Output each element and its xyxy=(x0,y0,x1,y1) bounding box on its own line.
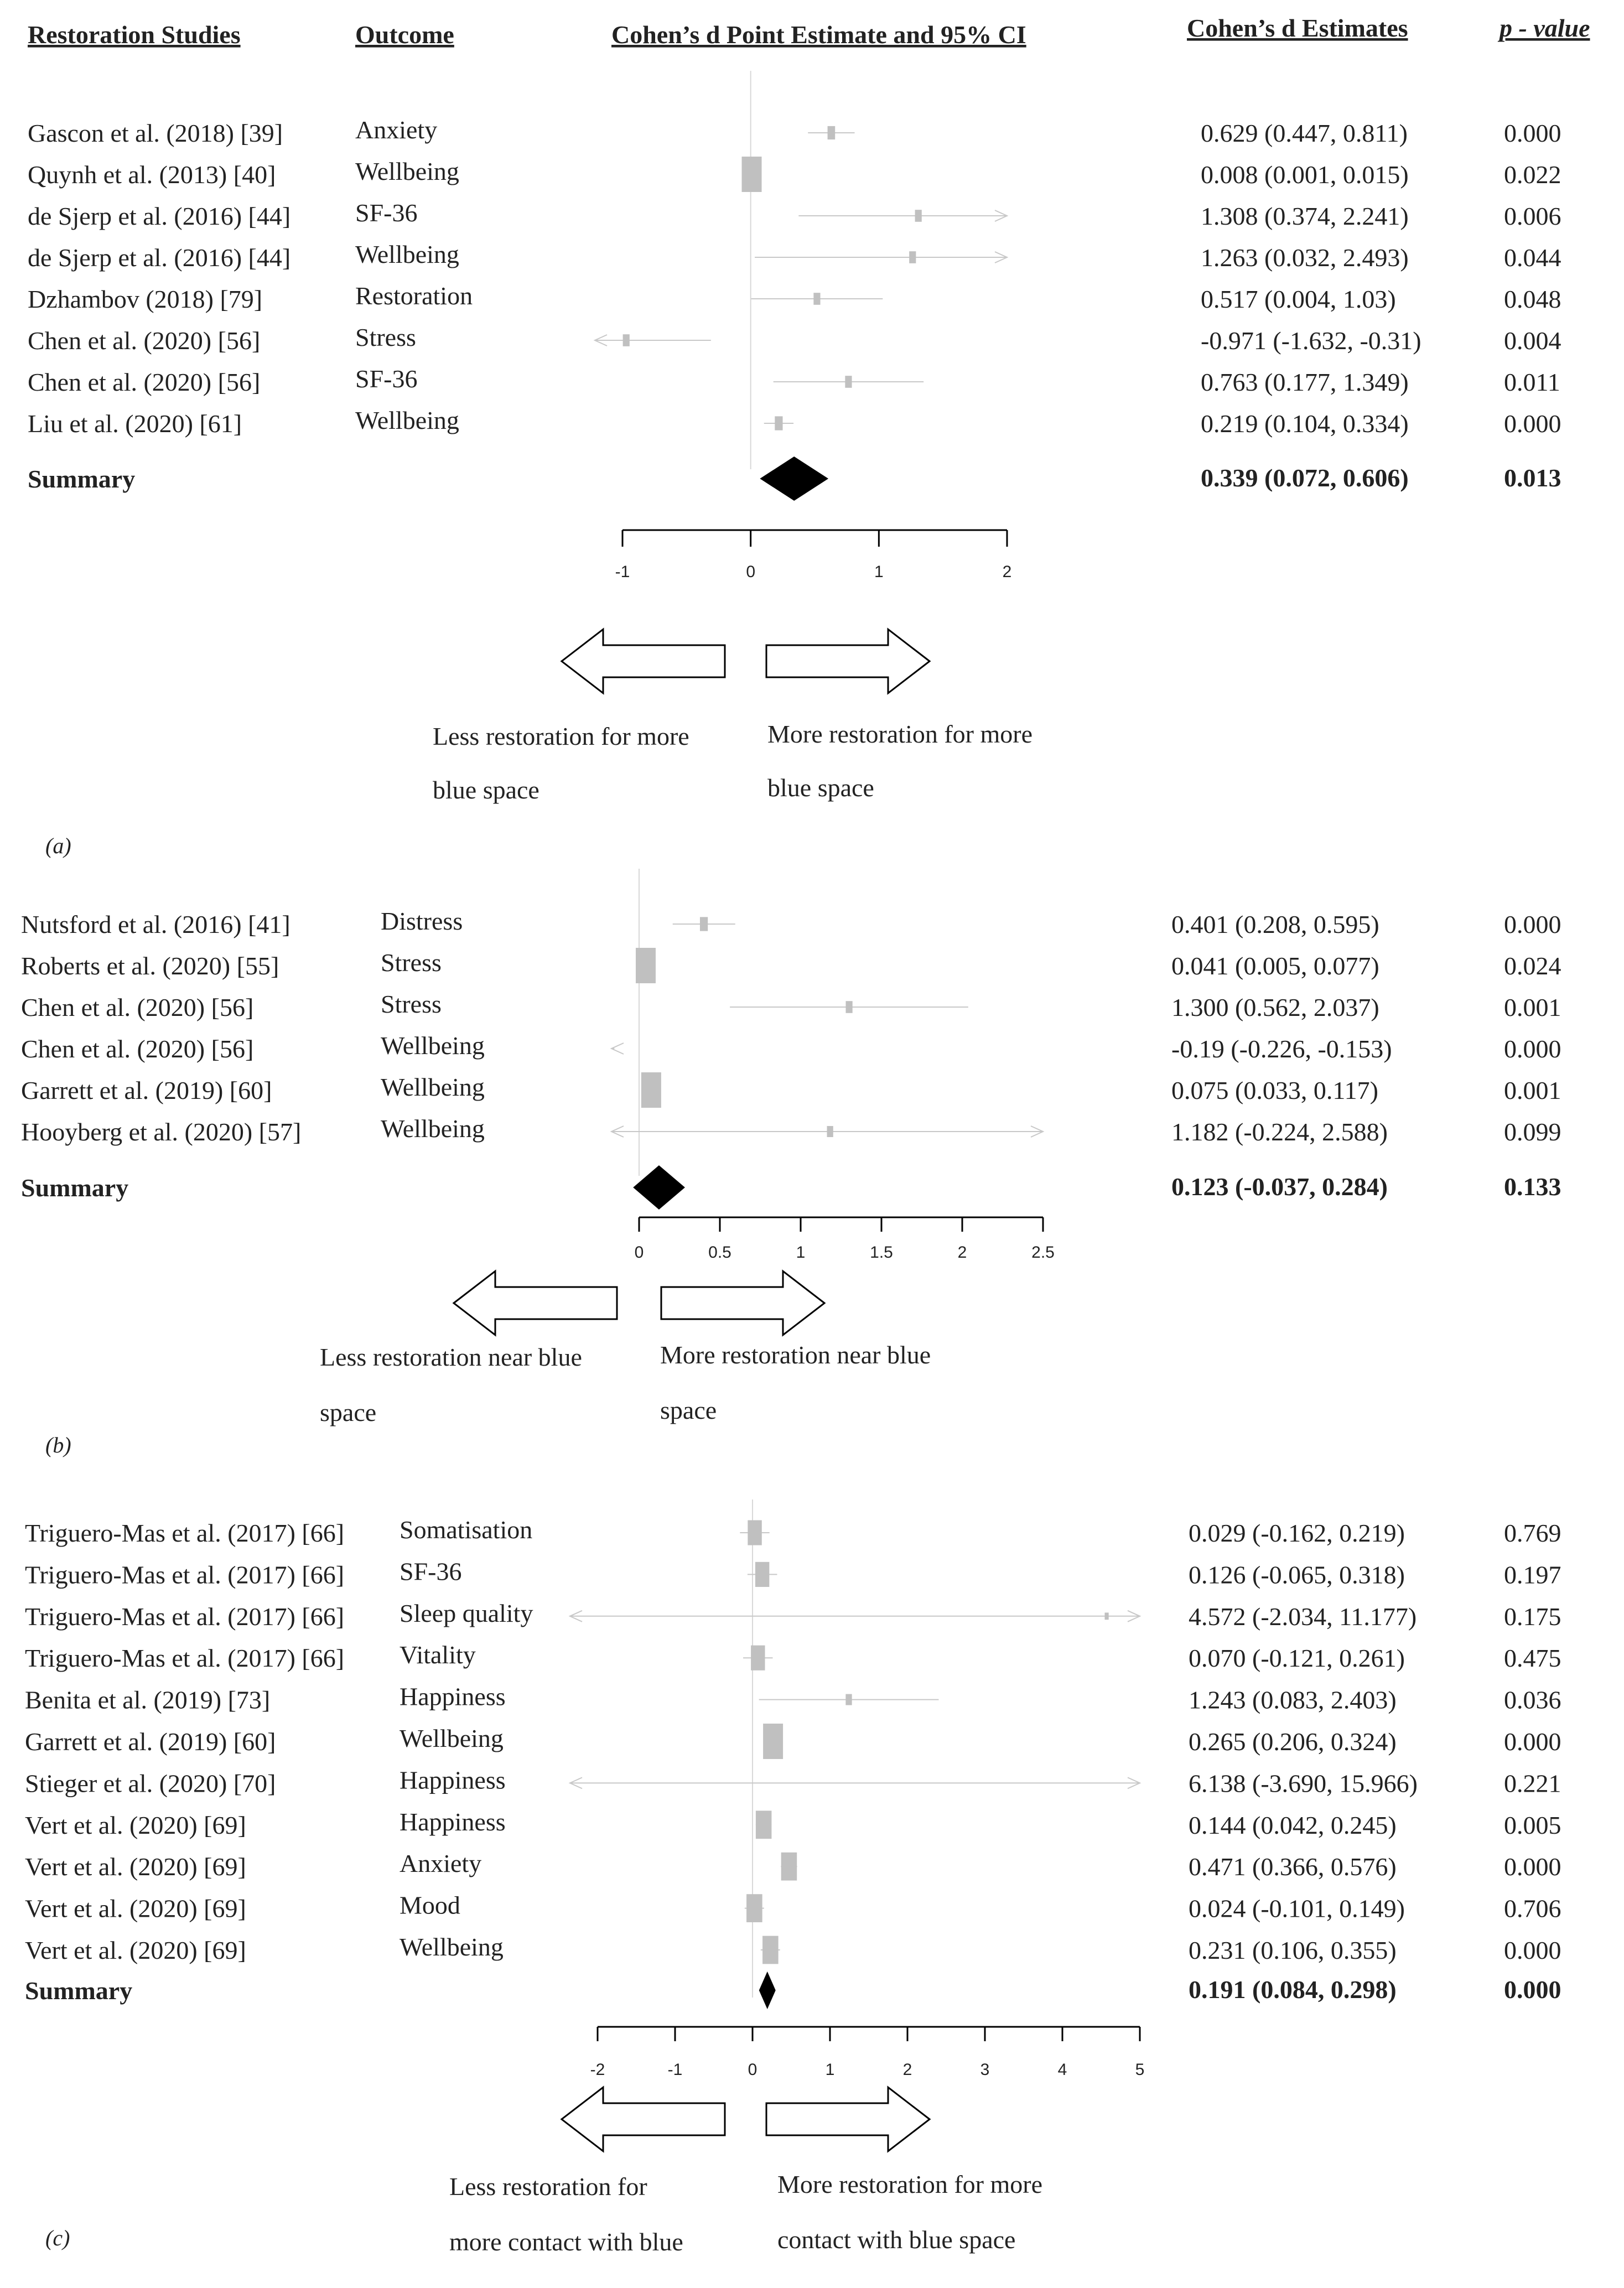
p-value-label: 0.000 xyxy=(1504,119,1561,147)
estimate-label: 0.008 (0.001, 0.015) xyxy=(1201,160,1409,189)
point-estimate-box xyxy=(915,210,922,222)
p-value-label: 0.099 xyxy=(1504,1118,1561,1146)
right-direction-arrow xyxy=(661,1271,824,1335)
summary-p-value-label: 0.000 xyxy=(1504,1975,1561,2004)
point-estimate-box xyxy=(623,334,630,346)
estimate-label: 4.572 (-2.034, 11.177) xyxy=(1189,1602,1417,1631)
right-arrow-caption: More restoration for more xyxy=(777,2170,1043,2198)
point-estimate-box xyxy=(846,1001,853,1013)
study-label: Chen et al. (2020) [56] xyxy=(21,993,254,1021)
estimate-label: 0.401 (0.208, 0.595) xyxy=(1171,910,1379,938)
panel-label: (c) xyxy=(45,2225,70,2250)
x-tick-label: 0 xyxy=(634,1243,644,1262)
estimate-label: 0.471 (0.366, 0.576) xyxy=(1189,1853,1397,1881)
header-pvalue: p - value xyxy=(1500,14,1590,42)
estimate-label: 0.219 (0.104, 0.334) xyxy=(1201,409,1409,438)
p-value-label: 0.024 xyxy=(1504,952,1561,980)
estimate-label: -0.971 (-1.632, -0.31) xyxy=(1201,326,1421,355)
study-label: Chen et al. (2020) [56] xyxy=(28,326,261,355)
p-value-label: 0.769 xyxy=(1504,1519,1561,1547)
summary-diamond xyxy=(633,1165,685,1210)
estimate-label: 0.070 (-0.121, 0.261) xyxy=(1189,1644,1405,1673)
study-label: Hooyberg et al. (2020) [57] xyxy=(21,1118,302,1146)
point-estimate-box xyxy=(755,1562,769,1587)
point-estimate-box xyxy=(828,126,836,139)
estimate-label: 0.075 (0.033, 0.117) xyxy=(1171,1076,1378,1104)
outcome-label: Wellbeing xyxy=(381,1073,485,1101)
outcome-label: Anxiety xyxy=(399,1849,482,1878)
estimate-label: 1.300 (0.562, 2.037) xyxy=(1171,993,1379,1021)
outcome-label: SF-36 xyxy=(355,199,418,227)
study-label: Vert et al. (2020) [69] xyxy=(25,1810,246,1839)
x-tick-label: 5 xyxy=(1135,2061,1145,2079)
study-label: de Sjerp et al. (2016) [44] xyxy=(28,202,291,230)
estimate-label: 0.231 (0.106, 0.355) xyxy=(1189,1936,1397,1964)
point-estimate-box xyxy=(756,1810,772,1839)
study-label: Vert et al. (2020) [69] xyxy=(25,1894,246,1923)
right-arrow-caption: space xyxy=(660,1396,717,1424)
p-value-label: 0.000 xyxy=(1504,910,1561,938)
p-value-label: 0.000 xyxy=(1504,1853,1561,1881)
estimate-label: 0.126 (-0.065, 0.318) xyxy=(1189,1560,1405,1589)
p-value-label: 0.005 xyxy=(1504,1810,1561,1839)
point-estimate-box xyxy=(775,416,782,430)
right-arrow-caption: contact with blue space xyxy=(777,2225,1016,2254)
p-value-label: 0.022 xyxy=(1504,160,1561,189)
p-value-label: 0.011 xyxy=(1504,368,1560,396)
outcome-label: Vitality xyxy=(399,1641,476,1669)
estimate-label: 0.517 (0.004, 1.03) xyxy=(1201,285,1396,313)
point-estimate-box xyxy=(742,157,762,192)
x-tick-label: 4 xyxy=(1057,2061,1067,2079)
study-label: Garrett et al. (2019) [60] xyxy=(21,1076,272,1104)
header-outcome: Outcome xyxy=(355,20,454,49)
right-direction-arrow xyxy=(766,629,930,693)
left-direction-arrow xyxy=(454,1271,617,1335)
p-value-label: 0.000 xyxy=(1504,1936,1561,1964)
point-estimate-box xyxy=(641,1072,661,1108)
study-label: Vert et al. (2020) [69] xyxy=(25,1936,246,1964)
right-arrow-caption: More restoration for more xyxy=(767,720,1033,748)
x-tick-label: 0.5 xyxy=(708,1243,731,1262)
forest-panel-b xyxy=(21,869,1561,1457)
left-arrow-caption: Less restoration for xyxy=(449,2172,647,2201)
estimate-label: 0.144 (0.042, 0.245) xyxy=(1189,1810,1397,1839)
summary-diamond xyxy=(759,1971,776,2009)
summary-estimate-label: 0.123 (-0.037, 0.284) xyxy=(1171,1172,1388,1201)
summary-estimate-label: 0.191 (0.084, 0.298) xyxy=(1189,1975,1397,2004)
study-label: Garrett et al. (2019) [60] xyxy=(25,1727,276,1756)
study-label: Vert et al. (2020) [69] xyxy=(25,1853,246,1881)
point-estimate-box xyxy=(748,1520,761,1545)
outcome-label: Mood xyxy=(399,1891,460,1919)
left-direction-arrow xyxy=(562,629,725,693)
point-estimate-box xyxy=(781,1853,797,1881)
point-estimate-box xyxy=(746,1894,762,1922)
summary-label: Summary xyxy=(28,465,136,493)
left-arrow-caption: blue space xyxy=(433,776,539,804)
point-estimate-box xyxy=(1104,1612,1108,1620)
summary-label: Summary xyxy=(21,1174,129,1202)
study-label: Triguero-Mas et al. (2017) [66] xyxy=(25,1560,345,1589)
study-label: Stieger et al. (2020) [70] xyxy=(25,1769,276,1798)
estimate-label: 1.243 (0.083, 2.403) xyxy=(1189,1685,1397,1714)
study-label: Chen et al. (2020) [56] xyxy=(21,1035,254,1063)
p-value-label: 0.006 xyxy=(1504,202,1561,230)
x-tick-label: -1 xyxy=(667,2061,683,2079)
x-tick-label: 2.5 xyxy=(1031,1243,1055,1262)
left-arrow-caption: space xyxy=(320,1398,377,1426)
x-tick-label: 2 xyxy=(957,1243,967,1262)
summary-p-value-label: 0.013 xyxy=(1504,464,1561,492)
outcome-label: Wellbeing xyxy=(355,157,459,185)
header-estimates: Cohen’s d Estimates xyxy=(1187,14,1408,42)
left-arrow-caption: Less restoration near blue xyxy=(320,1343,582,1371)
p-value-label: 0.000 xyxy=(1504,409,1561,438)
outcome-label: Happiness xyxy=(399,1766,506,1794)
study-label: Chen et al. (2020) [56] xyxy=(28,368,261,396)
outcome-label: Wellbeing xyxy=(355,406,459,434)
point-estimate-box xyxy=(827,1126,833,1137)
outcome-label: Stress xyxy=(355,323,416,351)
study-label: Roberts et al. (2020) [55] xyxy=(21,952,279,980)
header-plot: Cohen’s d Point Estimate and 95% CI xyxy=(611,20,1026,49)
study-label: Liu et al. (2020) [61] xyxy=(28,409,242,438)
right-arrow-caption: blue space xyxy=(767,774,874,802)
x-tick-label: 0 xyxy=(748,2061,757,2079)
x-tick-label: 2 xyxy=(1002,563,1012,581)
study-label: Gascon et al. (2018) [39] xyxy=(28,119,283,147)
panel-label: (b) xyxy=(45,1433,71,1457)
p-value-label: 0.044 xyxy=(1504,243,1561,272)
outcome-label: Stress xyxy=(381,948,442,977)
x-tick-label: 1.5 xyxy=(870,1243,893,1262)
outcome-label: Somatisation xyxy=(399,1516,533,1544)
estimate-label: 1.308 (0.374, 2.241) xyxy=(1201,202,1409,230)
point-estimate-box xyxy=(909,251,916,263)
point-estimate-box xyxy=(751,1646,765,1670)
p-value-label: 0.221 xyxy=(1504,1769,1561,1798)
x-tick-label: 1 xyxy=(796,1243,806,1262)
outcome-label: Wellbeing xyxy=(381,1031,485,1060)
study-label: Triguero-Mas et al. (2017) [66] xyxy=(25,1602,345,1631)
p-value-label: 0.475 xyxy=(1504,1644,1561,1673)
forest-panel-c xyxy=(25,1500,1561,2256)
p-value-label: 0.000 xyxy=(1504,1035,1561,1063)
p-value-label: 0.197 xyxy=(1504,1560,1561,1589)
summary-estimate-label: 0.339 (0.072, 0.606) xyxy=(1201,464,1409,492)
point-estimate-box xyxy=(700,917,708,931)
x-tick-label: 0 xyxy=(746,563,756,581)
outcome-label: Anxiety xyxy=(355,116,438,144)
header-studies: Restoration Studies xyxy=(28,20,241,49)
left-arrow-caption: more contact with blue xyxy=(449,2228,683,2256)
outcome-label: Distress xyxy=(381,907,463,935)
study-label: de Sjerp et al. (2016) [44] xyxy=(28,243,291,272)
outcome-label: Sleep quality xyxy=(399,1599,533,1627)
estimate-label: 0.265 (0.206, 0.324) xyxy=(1189,1727,1397,1756)
study-label: Benita et al. (2019) [73] xyxy=(25,1685,271,1714)
panel-label: (a) xyxy=(45,833,71,858)
right-direction-arrow xyxy=(766,2087,930,2151)
x-tick-label: 1 xyxy=(874,563,884,581)
outcome-label: Wellbeing xyxy=(355,240,459,268)
p-value-label: 0.036 xyxy=(1504,1685,1561,1714)
outcome-label: Happiness xyxy=(399,1807,506,1836)
p-value-label: 0.000 xyxy=(1504,1727,1561,1756)
study-label: Triguero-Mas et al. (2017) [66] xyxy=(25,1644,345,1673)
outcome-label: Stress xyxy=(381,990,442,1018)
point-estimate-box xyxy=(762,1936,779,1964)
x-tick-label: -2 xyxy=(590,2061,605,2079)
estimate-label: 0.029 (-0.162, 0.219) xyxy=(1189,1519,1405,1547)
summary-p-value-label: 0.133 xyxy=(1504,1172,1561,1201)
outcome-label: Restoration xyxy=(355,282,473,310)
x-tick-label: 2 xyxy=(902,2061,912,2079)
point-estimate-box xyxy=(845,376,852,388)
p-value-label: 0.175 xyxy=(1504,1602,1561,1631)
x-tick-label: 1 xyxy=(825,2061,835,2079)
point-estimate-box xyxy=(845,1694,852,1705)
right-arrow-caption: More restoration near blue xyxy=(660,1341,931,1369)
study-label: Nutsford et al. (2016) [41] xyxy=(21,910,290,938)
outcome-label: Happiness xyxy=(399,1682,506,1711)
x-tick-label: -1 xyxy=(615,563,630,581)
x-tick-label: 3 xyxy=(980,2061,990,2079)
estimate-label: 6.138 (-3.690, 15.966) xyxy=(1189,1769,1418,1798)
estimate-label: 0.041 (0.005, 0.077) xyxy=(1171,952,1379,980)
point-estimate-box xyxy=(813,293,820,305)
estimate-label: 1.182 (-0.224, 2.588) xyxy=(1171,1118,1388,1146)
summary-label: Summary xyxy=(25,1976,133,2005)
summary-diamond xyxy=(760,456,828,501)
outcome-label: SF-36 xyxy=(355,365,418,393)
p-value-label: 0.004 xyxy=(1504,326,1561,355)
study-label: Dzhambov (2018) [79] xyxy=(28,285,263,313)
estimate-label: 1.263 (0.032, 2.493) xyxy=(1201,243,1409,272)
point-estimate-box xyxy=(636,948,656,983)
estimate-label: 0.024 (-0.101, 0.149) xyxy=(1189,1894,1405,1923)
estimate-label: 0.763 (0.177, 1.349) xyxy=(1201,368,1409,396)
outcome-label: Wellbeing xyxy=(399,1933,504,1961)
left-arrow-caption: Less restoration for more xyxy=(433,722,689,750)
left-direction-arrow xyxy=(562,2087,725,2151)
estimate-label: -0.19 (-0.226, -0.153) xyxy=(1171,1035,1392,1063)
outcome-label: Wellbeing xyxy=(399,1724,504,1752)
p-value-label: 0.706 xyxy=(1504,1894,1561,1923)
forest-panel-a xyxy=(28,71,1561,858)
outcome-label: Wellbeing xyxy=(381,1114,485,1143)
study-label: Triguero-Mas et al. (2017) [66] xyxy=(25,1519,345,1547)
p-value-label: 0.001 xyxy=(1504,1076,1561,1104)
outcome-label: SF-36 xyxy=(399,1557,462,1586)
point-estimate-box xyxy=(763,1724,783,1759)
study-label: Quynh et al. (2013) [40] xyxy=(28,160,276,189)
estimate-label: 0.629 (0.447, 0.811) xyxy=(1201,119,1408,147)
p-value-label: 0.048 xyxy=(1504,285,1561,313)
p-value-label: 0.001 xyxy=(1504,993,1561,1021)
